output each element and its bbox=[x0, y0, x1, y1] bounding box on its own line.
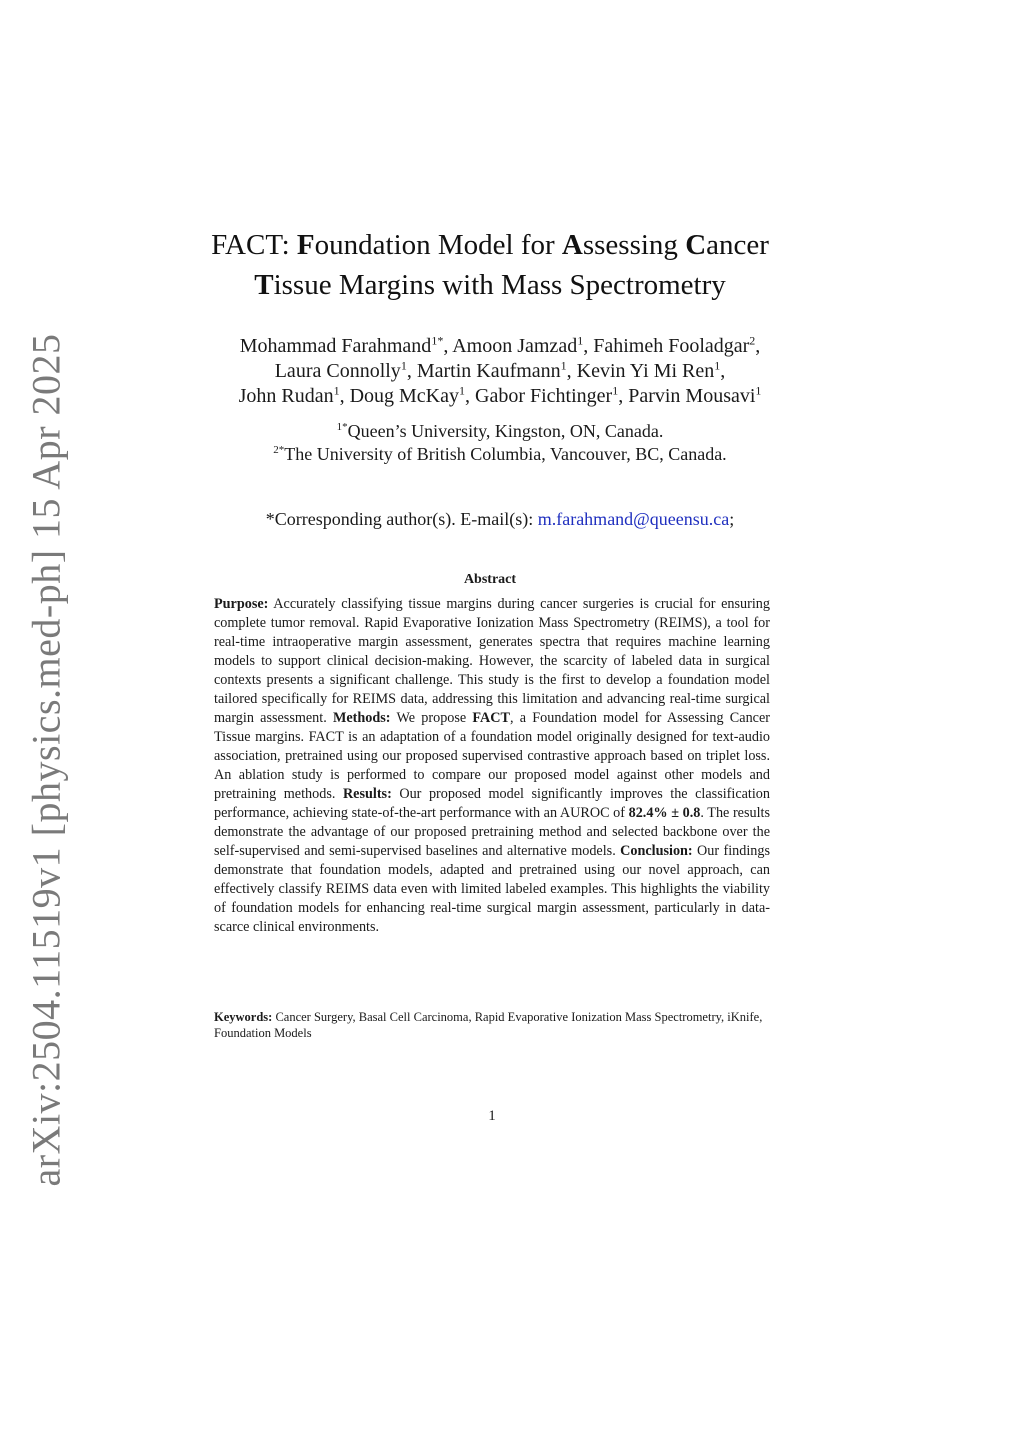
author: Kevin Yi Mi Ren$^1$, bbox=[576, 358, 726, 382]
conclusion-label: Conclusion: bbox=[620, 843, 693, 859]
author-list bbox=[140, 334, 860, 409]
methods-text: We propose bbox=[390, 710, 473, 726]
arxiv-identifier-stamp: arXiv:2504.11519v1 [physics.med-ph] 15 Apr 2025 bbox=[23, 333, 69, 1187]
corresponding-label: *Corresponding author(s). E-mail(s): bbox=[265, 509, 538, 529]
methods-label: Methods: bbox=[332, 710, 391, 726]
title-word-foundation: oundation Model for bbox=[314, 229, 562, 261]
author: Mohammad Farahmand$^{1*}$, bbox=[239, 333, 453, 357]
keywords-text: Cancer Surgery, Basal Cell Carcinoma, Rapid Evaporative Ionization Mass Spectrometry, iKnife, Foundation Models bbox=[214, 1010, 763, 1040]
abstract-heading: Abstract bbox=[463, 572, 517, 587]
title-word-assessing: ssessing bbox=[582, 229, 686, 261]
author: Parvin Mousavi$^1$ bbox=[628, 383, 762, 407]
author: John Rudan$^1$, bbox=[238, 383, 350, 407]
results-label: Results: bbox=[342, 786, 392, 802]
keywords-label: Keywords: bbox=[214, 1010, 273, 1024]
title-initial-f: F bbox=[296, 229, 315, 261]
title-initial-t: T bbox=[254, 269, 274, 301]
author: Gabor Fichtinger$^1$, bbox=[475, 383, 629, 407]
title-word-cancer: ancer bbox=[706, 229, 769, 261]
corresponding-author-line bbox=[140, 508, 860, 531]
title-initial-a: A bbox=[561, 229, 583, 261]
author: Laura Connolly$^1$, bbox=[274, 358, 417, 382]
results-text: Our proposed model significantly improves the classification performance, achieving state-of-the-art performance with an AUROC of bbox=[214, 786, 770, 821]
corresponding-trail: ; bbox=[729, 509, 735, 529]
purpose-label: Purpose: bbox=[214, 596, 269, 612]
title-word-tissue: issue Margins with Mass Spectrometry bbox=[273, 269, 726, 301]
affiliation: $^{2*}$The University of British Columbia, Vancouver, BC, Canada. bbox=[273, 444, 727, 464]
author: Doug McKay$^1$, bbox=[349, 383, 476, 407]
results-text-cont: . The results demonstrate the advantage of our proposed pretraining method and selected backbone over the self-supervised and semi-supervised baselines and alternative models. bbox=[214, 805, 770, 859]
author: Fahimeh Fooladgar$^2$, bbox=[593, 333, 761, 357]
author: Amoon Jamzad$^1$, bbox=[452, 333, 594, 357]
author: Martin Kaufmann$^1$, bbox=[416, 358, 577, 382]
keywords-block bbox=[214, 1009, 770, 1041]
methods-fact: FACT bbox=[472, 710, 510, 726]
results-value: 82.4% ± 0.8 bbox=[628, 805, 701, 821]
methods-text-cont: , a Foundation model for Assessing Cancer Tissue margins. FACT is an adaptation of a foundation model originally designed for text-audio association, pretrained using our proposed supervised contrastive approach based on triplet loss. An ablation study is performed to compare our proposed model against other models and pretraining methods. bbox=[214, 710, 770, 802]
affiliation: $^{1*}$Queen’s University, Kingston, ON, Canada. bbox=[336, 421, 664, 441]
abstract-body bbox=[214, 595, 770, 937]
email-link[interactable]: m.farahmand@queensu.ca bbox=[537, 509, 730, 529]
title-initial-c: C bbox=[685, 229, 707, 261]
title-prefix: FACT: bbox=[211, 229, 297, 261]
purpose-text: Accurately classifying tissue margins during cancer surgeries is crucial for ensuring complete tumor removal. Rapid Evaporative Ionization Mass Spectrometry (REIMS), a tool for real-time intraoperative margin assessment, generates spectra that requires machine learning models to support clinical decision-making. However, the scarcity of labeled data in surgical contexts presents a significant challenge. This study is the first to develop a foundation model tailored specifically for REIMS data, addressing this limitation and advancing real-time surgical margin assessment. bbox=[214, 596, 770, 726]
conclusion-text: Our findings demonstrate that foundation models, adapted and pretrained using our novel approach, can effectively classify REIMS data even with limited labeled examples. This highlights the viability of foundation models for enhancing real-time surgical margin assessment, particularly in data-scarce clinical environments. bbox=[214, 843, 770, 935]
paper-title bbox=[160, 225, 820, 305]
affiliation-list bbox=[140, 420, 860, 466]
page-number: 1 bbox=[488, 1108, 496, 1124]
